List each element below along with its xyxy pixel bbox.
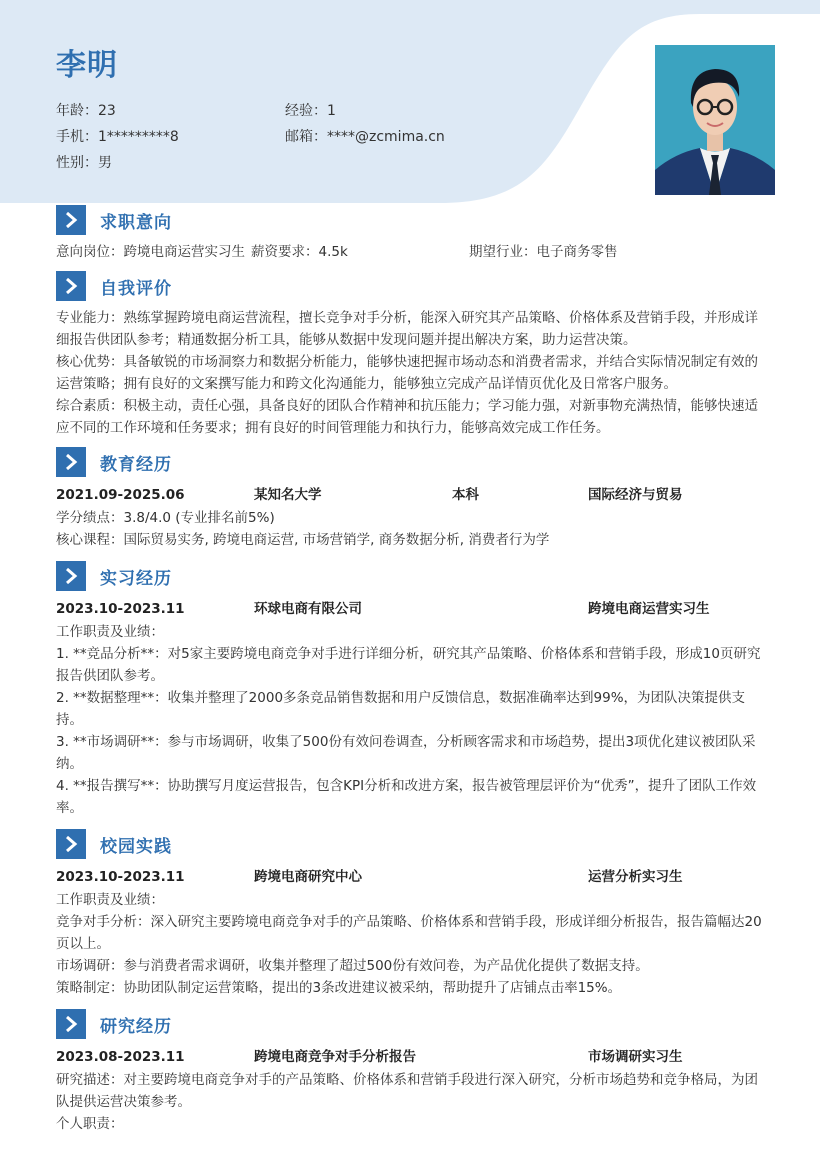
list-item: 策略制定：协助团队制定运营策略，提出的3条改进建议被采纳，帮助提升了店铺点击率15%。 <box>56 980 622 996</box>
section-title: 教育经历 <box>100 454 172 475</box>
profile-photo <box>655 45 775 195</box>
degree: 本科 <box>452 487 479 503</box>
salary-expectation: 薪资要求：4.5k <box>251 244 348 260</box>
gpa: 学分绩点：3.8/4.0 (专业排名前5%) <box>56 510 275 526</box>
self-eval-qualities: 综合素质：积极主动，责任心强，具备良好的团队合作精神和抗压能力；学习能力强，对新事物充满热情，能够快速适应不同的工作环境和任务要求；拥有良好的时间管理能力和执行力，能够高效完成工作任务。 <box>56 398 758 436</box>
section-self-evaluation <box>56 271 766 439</box>
list-item: 1. **竞品分析**：对5家主要跨境电商竞争对手进行详细分析，研究其产品策略、价格体系和营销手段，形成10页研究报告供团队参考。 <box>56 646 761 684</box>
project-name: 跨境电商竞争对手分析报告 <box>254 1049 416 1065</box>
chevron-right-icon <box>56 829 86 859</box>
section-title: 研究经历 <box>100 1016 172 1037</box>
gender: 性别：男 <box>56 155 112 171</box>
candidate-name: 李明 <box>56 48 118 83</box>
research-description: 研究描述：对主要跨境电商竞争对手的产品策略、价格体系和营销手段进行深入研究，分析市场趋势和竞争格局，为团队提供运营决策参考。 <box>56 1072 758 1110</box>
internship-period: 2023.10-2023.11 <box>56 601 185 617</box>
self-eval-strengths: 核心优势：具备敏锐的市场洞察力和数据分析能力，能够快速把握市场动态和消费者需求，并结合实际情况制定有效的运营策略；拥有良好的文案撰写能力和跨文化沟通能力，能够独立完成产品详情页优化及日常客户服务。 <box>56 354 758 392</box>
chevron-right-icon <box>56 271 86 301</box>
list-item: 2. **数据整理**：收集并整理了2000多条竞品销售数据和用户反馈信息，数据准确率达到99%，为团队决策提供支持。 <box>56 690 746 728</box>
campus-period: 2023.10-2023.11 <box>56 869 185 885</box>
age: 年龄：23 <box>56 103 116 119</box>
experience: 经验：1 <box>285 103 336 119</box>
research-header-row <box>56 1045 766 1069</box>
research-role: 市场调研实习生 <box>588 1049 683 1065</box>
email: 邮箱：****@zcmima.cn <box>285 129 445 145</box>
list-item: 竞争对手分析：深入研究主要跨境电商竞争对手的产品策略、价格体系和营销手段，形成详细分析报告，报告篇幅达20页以上。 <box>56 914 762 952</box>
company-name: 环球电商有限公司 <box>254 601 362 617</box>
internship-intro: 工作职责及业绩： <box>56 624 164 640</box>
expected-industry: 期望行业：电子商务零售 <box>469 244 618 260</box>
research-period: 2023.08-2023.11 <box>56 1049 185 1065</box>
campus-intro: 工作职责及业绩： <box>56 892 164 908</box>
education-period: 2021.09-2025.06 <box>56 487 185 503</box>
list-item: 市场调研：参与消费者需求调研，收集并整理了超过500份有效问卷，为产品优化提供了数据支持。 <box>56 958 649 974</box>
section-job-intent <box>56 205 766 263</box>
self-eval-professional: 专业能力：熟练掌握跨境电商运营流程，擅长竞争对手分析，能深入研究其产品策略、价格体系及营销手段，并形成详细报告供团队参考；精通数据分析工具，能够从数据中发现问题并提出解决方案，助力运营决策。 <box>56 310 758 348</box>
list-item: 4. **报告撰写**：协助撰写月度运营报告，包含KPI分析和改进方案，报告被管理层评价为“优秀”，提升了团队工作效率。 <box>56 778 757 816</box>
resume-body <box>56 203 766 1141</box>
section-education <box>56 447 766 551</box>
section-internship <box>56 561 766 819</box>
chevron-right-icon <box>56 1009 86 1039</box>
phone: 手机：1*********8 <box>56 129 179 145</box>
section-title: 实习经历 <box>100 568 172 589</box>
internship-role: 跨境电商运营实习生 <box>588 601 710 617</box>
internship-header-row <box>56 597 766 621</box>
chevron-right-icon <box>56 447 86 477</box>
education-header-row <box>56 483 766 507</box>
section-campus-practice <box>56 829 766 999</box>
resume-header <box>0 0 820 205</box>
campus-header-row <box>56 865 766 889</box>
core-courses: 核心课程：国际贸易实务, 跨境电商运营, 市场营销学, 商务数据分析, 消费者行为学 <box>56 532 550 548</box>
research-duties-label: 个人职责： <box>56 1116 124 1132</box>
list-item: 3. **市场调研**：参与市场调研，收集了500份有效问卷调查，分析顾客需求和市场趋势，提出3项优化建议被团队采纳。 <box>56 734 756 772</box>
school-name: 某知名大学 <box>254 487 322 503</box>
section-title: 求职意向 <box>100 212 172 233</box>
intended-position: 意向岗位：跨境电商运营实习生 <box>56 244 245 260</box>
major: 国际经济与贸易 <box>588 487 683 503</box>
organization-name: 跨境电商研究中心 <box>254 869 362 885</box>
section-research <box>56 1009 766 1135</box>
section-title: 校园实践 <box>100 836 172 857</box>
campus-role: 运营分析实习生 <box>588 869 683 885</box>
section-title: 自我评价 <box>100 278 172 299</box>
chevron-right-icon <box>56 561 86 591</box>
chevron-right-icon <box>56 205 86 235</box>
